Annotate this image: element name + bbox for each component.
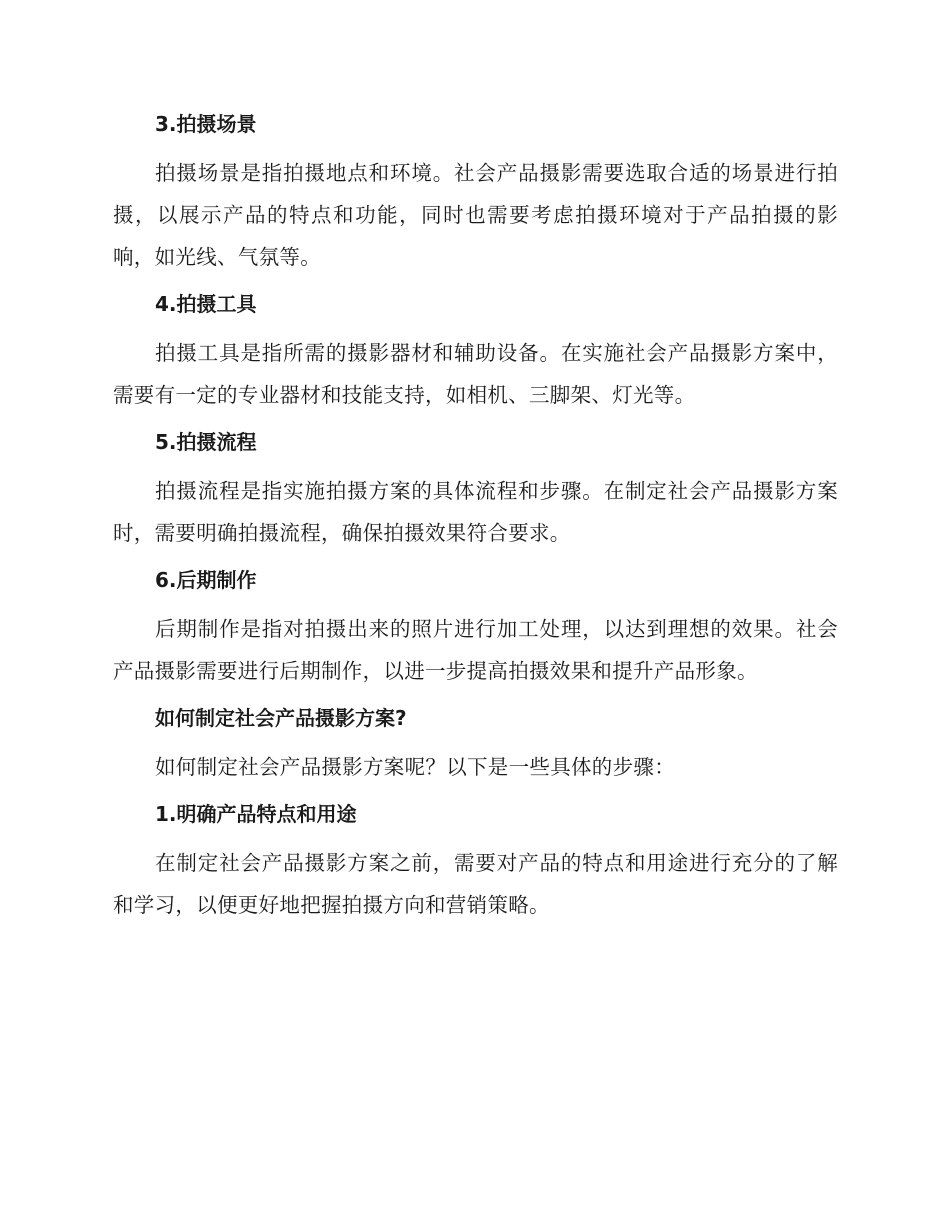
- section-paragraph-how-to-plan: 如何制定社会产品摄影方案呢？以下是一些具体的步骤：: [155, 755, 675, 779]
- section-paragraph-post-production: 后期制作是指对拍摄出来的照片进行加工处理，以达到理想的效果。社会产品摄影需要进行后期制作，以进一步提高拍摄效果和提升产品形象。: [113, 617, 838, 683]
- section-heading-product-features: 1.明确产品特点和用途: [155, 802, 357, 826]
- document-body: [113, 108, 838, 936]
- section-heading-shooting-scene: 3.拍摄场景: [155, 112, 257, 136]
- section-heading-post-production: 6.后期制作: [155, 568, 257, 592]
- section-heading-shooting-tools: 4.拍摄工具: [155, 292, 257, 316]
- section-paragraph-shooting-scene: 拍摄场景是指拍摄地点和环境。社会产品摄影需要选取合适的场景进行拍摄，以展示产品的特点和功能，同时也需要考虑拍摄环境对于产品拍摄的影响，如光线、气氛等。: [113, 161, 838, 269]
- section-heading-how-to-plan: 如何制定社会产品摄影方案?: [155, 706, 407, 730]
- section-paragraph-shooting-tools: 拍摄工具是指所需的摄影器材和辅助设备。在实施社会产品摄影方案中，需要有一定的专业器材和技能支持，如相机、三脚架、灯光等。: [113, 341, 838, 407]
- section-heading-shooting-process: 5.拍摄流程: [155, 430, 257, 454]
- section-paragraph-product-features: 在制定社会产品摄影方案之前，需要对产品的特点和用途进行充分的了解和学习，以便更好地把握拍摄方向和营销策略。: [113, 851, 838, 917]
- section-paragraph-shooting-process: 拍摄流程是指实施拍摄方案的具体流程和步骤。在制定社会产品摄影方案时，需要明确拍摄流程，确保拍摄效果符合要求。: [113, 479, 838, 545]
